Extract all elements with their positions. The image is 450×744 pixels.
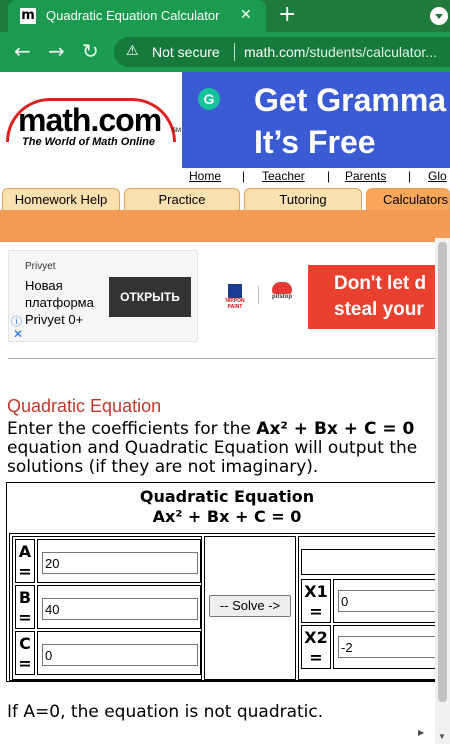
url-path: /students/calculator...	[305, 44, 437, 60]
calculator-table	[6, 482, 446, 682]
pitstop-logo[interactable]	[266, 280, 298, 308]
coefficient-label	[15, 631, 35, 675]
label-x1: X1	[304, 582, 328, 601]
solution-x1-output[interactable]	[338, 590, 450, 612]
scroll-down-arrow-icon[interactable]: ▼	[438, 732, 446, 741]
label-a: A	[18, 542, 32, 561]
page-heading: Quadratic Equation	[7, 396, 162, 416]
site-favicon-icon: m	[21, 8, 35, 23]
forward-icon[interactable]: →	[48, 39, 65, 63]
coefficient-row-a	[15, 539, 199, 583]
coefficient-inputs	[12, 536, 202, 680]
link-separator: |	[327, 169, 331, 183]
solution-label	[301, 579, 331, 623]
ad-close-icon[interactable]: ✕	[13, 327, 24, 341]
link-home[interactable]: Home	[189, 169, 222, 183]
label-c: C	[19, 634, 31, 653]
nippon-paint-logo[interactable]	[222, 284, 248, 312]
calculator-equation: Ax² + Bx + C = 0	[152, 507, 302, 526]
browser-tab-bar	[0, 0, 450, 32]
logo-text: math.com	[18, 102, 162, 138]
security-label[interactable]: Not secure	[152, 44, 220, 60]
calculator-title	[7, 487, 447, 527]
label-equals: =	[309, 602, 323, 621]
reload-icon[interactable]: ↻	[82, 39, 99, 63]
intro-text	[7, 420, 437, 477]
nav-orange-bar	[0, 210, 450, 242]
intro-equation: Ax² + Bx + C = 0	[256, 419, 415, 439]
mathcom-logo[interactable]	[0, 72, 182, 168]
calculator-title-text: Quadratic Equation	[139, 487, 315, 506]
link-glossary[interactable]: Glo	[428, 169, 447, 183]
tab-calculators[interactable]: Calculators	[366, 188, 450, 210]
nippon-logo-text: NIPPON PAINT	[225, 298, 245, 310]
label-x2: X2	[304, 628, 328, 647]
label-b: B	[18, 588, 32, 607]
tab-practice[interactable]: Practice	[124, 188, 240, 210]
coefficient-cell	[37, 585, 201, 629]
top-links	[182, 168, 450, 184]
quadratic-note: If A=0, the equation is not quadratic.	[7, 702, 324, 722]
coefficient-c-input[interactable]	[42, 644, 198, 666]
solution-cell	[333, 579, 443, 623]
url-host: math.com	[244, 44, 306, 60]
page-content	[0, 72, 450, 744]
pitstop-ad-banner[interactable]	[308, 265, 438, 329]
coefficient-label	[15, 585, 35, 629]
red-ad-line2: steal your	[334, 299, 424, 320]
grammarly-logo-icon: G	[198, 88, 220, 110]
coefficient-a-input[interactable]	[42, 552, 198, 574]
calculator-body	[9, 533, 445, 681]
coefficient-row-b	[15, 585, 199, 629]
horizontal-rule	[8, 358, 438, 359]
scroll-right-arrow-icon[interactable]: ▶	[418, 728, 425, 737]
ad-logo-divider	[258, 286, 259, 304]
site-nav-tabs	[0, 188, 450, 210]
tab-tutoring[interactable]: Tutoring	[244, 188, 362, 210]
address-divider	[234, 43, 235, 61]
privyet-ad[interactable]	[8, 250, 198, 342]
tab-title: Quadratic Equation Calculator	[46, 8, 220, 23]
link-teacher[interactable]: Teacher	[262, 169, 305, 183]
url-text[interactable]	[244, 44, 437, 60]
pitstop-logo-text: pitstop	[272, 294, 292, 300]
coefficient-row-c	[15, 631, 199, 675]
grammarly-ad[interactable]	[182, 72, 450, 168]
address-bar[interactable]	[114, 37, 450, 67]
vertical-scrollbar[interactable]	[435, 238, 450, 744]
solve-cell	[204, 536, 296, 680]
browser-tab[interactable]	[8, 0, 266, 32]
new-tab-button[interactable]: +	[278, 2, 297, 27]
car-icon	[272, 282, 292, 294]
logo-service-mark: SM	[172, 128, 181, 134]
label-equals: =	[18, 562, 32, 581]
grammarly-ad-line2: It’s Free	[254, 124, 376, 160]
browser-toolbar	[0, 32, 450, 72]
coefficient-b-input[interactable]	[42, 598, 198, 620]
logo-tagline: The World of Math Online	[22, 136, 156, 148]
nippon-logo-icon	[228, 284, 242, 298]
tab-homework-help[interactable]: Homework Help	[2, 188, 120, 210]
link-separator: |	[408, 169, 412, 183]
solution-label	[301, 625, 331, 669]
solution-row-x1	[301, 579, 443, 623]
solution-cell	[333, 625, 443, 669]
coefficient-cell	[37, 631, 201, 675]
coefficient-cell	[37, 539, 201, 583]
label-equals: =	[309, 648, 323, 667]
solve-button[interactable]: -- Solve ->	[209, 595, 291, 617]
solution-header-cell	[301, 549, 443, 575]
link-separator: |	[242, 169, 246, 183]
warning-icon[interactable]: ⚠	[126, 43, 139, 59]
label-equals: =	[18, 608, 32, 627]
label-equals: =	[18, 654, 32, 673]
intro-before: Enter the coefficients for the	[7, 419, 257, 439]
intro-after: equation and Quadratic Equation will output the solutions (if they are not imaginary).	[7, 438, 418, 477]
solution-row-x2	[301, 625, 443, 669]
red-ad-line1: Don't let d	[334, 273, 427, 294]
tab-close-icon[interactable]: ✕	[240, 6, 252, 22]
ad-info-icon[interactable]: ⓘ	[11, 315, 22, 328]
link-parents[interactable]: Parents	[345, 169, 387, 183]
solution-outputs	[298, 536, 444, 680]
coefficient-label	[15, 539, 35, 583]
privyet-brand: Privyet	[25, 261, 56, 272]
grammarly-ad-line1: Get Gramma	[254, 82, 447, 118]
scrollbar-thumb[interactable]	[438, 242, 447, 702]
privyet-open-button[interactable]: ОТКРЫТЬ	[109, 277, 191, 317]
tab-search-menu-icon[interactable]	[430, 7, 448, 25]
privyet-ad-text: Новая платформа Privyet 0+	[25, 278, 94, 327]
solution-x2-output[interactable]	[338, 636, 450, 658]
back-icon[interactable]: ←	[14, 39, 31, 63]
